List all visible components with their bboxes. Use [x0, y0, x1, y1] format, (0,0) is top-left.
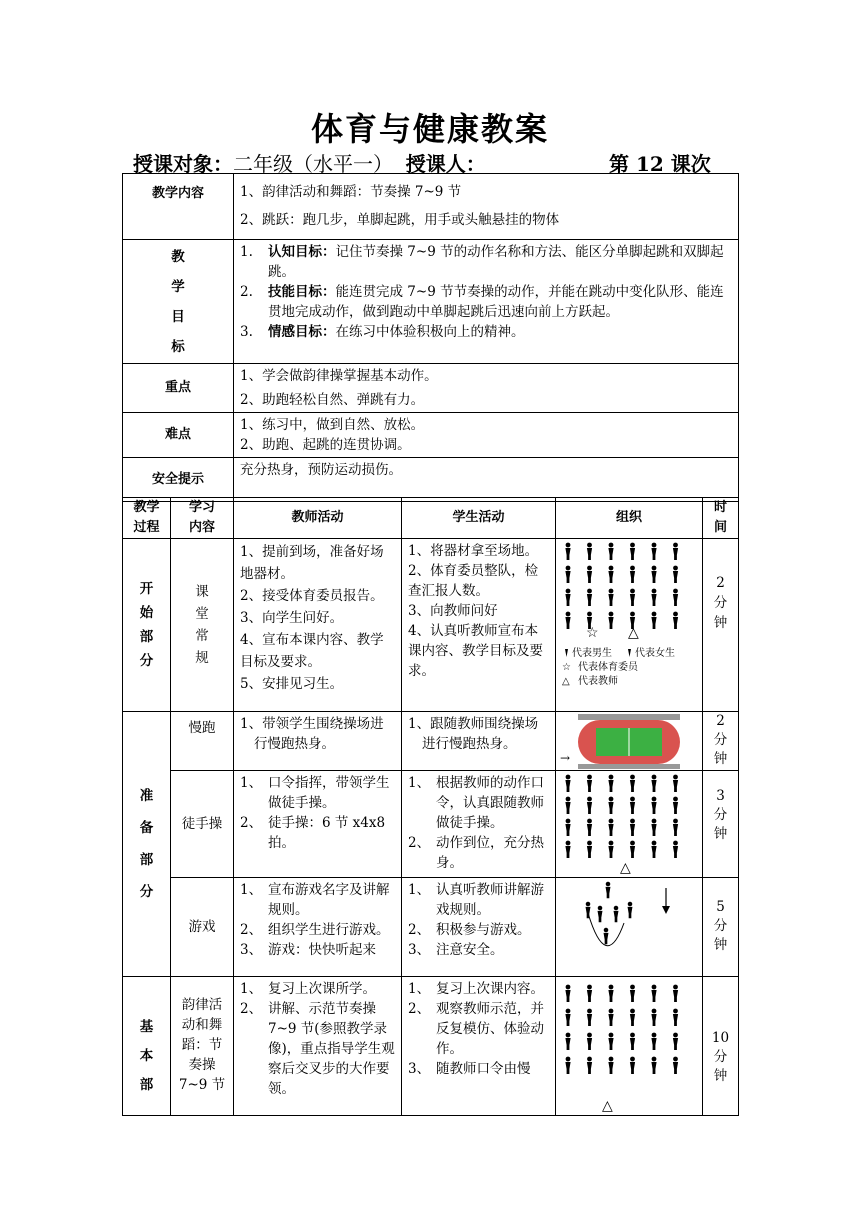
- student-icon: [566, 566, 571, 571]
- student-icon: [587, 775, 592, 780]
- list-item: 2、 动作到位，充分热身。: [408, 835, 544, 871]
- student-icon: [606, 887, 611, 898]
- student-icon: [587, 566, 592, 571]
- page-title: 体育与健康教案: [310, 110, 549, 148]
- student-icon: [587, 571, 592, 583]
- rhythm-teacher: [234, 977, 402, 1116]
- student-icon: [565, 594, 570, 606]
- student-icon: [673, 824, 678, 836]
- student-icon: [673, 571, 678, 583]
- legend-monitor: 代表体育委员: [578, 662, 638, 673]
- target-label: 授课对象：: [133, 152, 233, 176]
- student-icon: [673, 543, 678, 548]
- boy-icon: [565, 649, 568, 657]
- student-icon: [630, 985, 635, 990]
- routine-content: 课 堂 常 规: [171, 539, 234, 712]
- student-icon: [651, 846, 656, 858]
- student-icon: [630, 1057, 635, 1062]
- student-icon: [598, 906, 603, 911]
- track-diagram: [556, 712, 703, 770]
- student-icon: [604, 933, 609, 944]
- student-icon: [652, 566, 657, 571]
- student-icon: [608, 780, 613, 792]
- student-icon: [628, 907, 633, 918]
- student-icon: [608, 824, 613, 836]
- section-basic: 基 本 部: [123, 977, 171, 1116]
- student-icon: [609, 612, 614, 617]
- student-icon: [652, 775, 657, 780]
- student-icon: [673, 566, 678, 571]
- lesson-number: 第 12 课次: [609, 152, 711, 176]
- student-icon: [566, 1033, 571, 1038]
- student-icon: [586, 907, 591, 918]
- routine-teacher: 1、提前到场，准备好场地器材。 2、接受体育委员报告。 3、向学生问好。 4、宣布本课内容、教学目标及要求。 5、安排见习生。: [234, 539, 402, 712]
- student-icon: [566, 819, 571, 824]
- student-icon: [609, 1033, 614, 1038]
- student-icon: [587, 985, 592, 990]
- list-item: 2、 观察教师示范，并反复模仿、体验动作。: [408, 1001, 544, 1057]
- safety-cell: 充分热身，预防运动损伤。: [234, 458, 739, 502]
- student-icon: [651, 1014, 656, 1026]
- list-item: 1、 口令指挥，带领学生做徒手操。: [240, 775, 390, 811]
- student-icon: [587, 841, 592, 846]
- target-value: 二年级（水平一）: [233, 152, 393, 176]
- student-icon: [673, 1014, 678, 1026]
- student-icon: [587, 846, 592, 858]
- jog-time: 2 分 钟: [703, 712, 739, 771]
- jog-track: [556, 712, 703, 771]
- student-icon: [673, 617, 678, 629]
- student-icon: [630, 543, 635, 548]
- key-points-cell: 1、学会做韵律操掌握基本动作。 2、助跑轻松自然、弹跳有力。: [234, 364, 739, 413]
- student-icon: [673, 1062, 678, 1074]
- col-org: 组织: [556, 498, 703, 539]
- student-icon: [587, 1014, 592, 1026]
- formation-diagram: [556, 539, 703, 711]
- routine-student: 1、将器材拿至场地。 2、体育委员整队，检查汇报人数。 3、向教师问好 4、认真听教师宣布本课内容、教学目标及要求。: [402, 539, 556, 712]
- col-time: 时 间: [703, 498, 739, 539]
- student-icon: [608, 1014, 613, 1026]
- jog-content: 慢跑: [171, 712, 234, 771]
- student-icon: [609, 589, 614, 594]
- student-icon: [609, 819, 614, 824]
- section-start: 开 始 部 分: [123, 539, 171, 712]
- student-icon: [566, 775, 571, 780]
- student-icon: [566, 985, 571, 990]
- student-icon: [587, 1033, 592, 1038]
- student-icon: [630, 824, 635, 836]
- student-icon: [608, 990, 613, 1002]
- student-icon: [651, 1062, 656, 1074]
- goal-item: 2. 技能目标：能连贯完成 7~9 节节奏操的动作，并能在跳动中变化队形、能连贯地完成动作，做到跑动中单脚起跳后迅速向前上方跃起。: [240, 284, 724, 320]
- student-icon: [608, 846, 613, 858]
- legend-boy: 代表男生: [572, 648, 612, 659]
- student-icon: [630, 802, 635, 814]
- student-icon: [598, 911, 603, 922]
- key-points-label: 重点: [123, 364, 234, 413]
- list-item: 1、 复习上次课所学。: [240, 981, 376, 997]
- student-icon: [652, 1009, 657, 1014]
- list-item: 3、 注意安全。: [408, 942, 504, 958]
- student-icon: [630, 1038, 635, 1050]
- student-icon: [673, 1057, 678, 1062]
- student-icon: [566, 543, 571, 548]
- student-icon: [609, 775, 614, 780]
- game-content: 游戏: [171, 878, 234, 977]
- student-icon: [673, 802, 678, 814]
- student-icon: [652, 1057, 657, 1062]
- list-item: 1、 认真听教师讲解游戏规则。: [408, 882, 544, 918]
- list-item: 3、 游戏：快快听起来: [240, 942, 376, 958]
- student-icon: [651, 990, 656, 1002]
- safety-label: 安全提示: [123, 458, 234, 502]
- student-icon: [565, 617, 570, 629]
- student-icon: [566, 589, 571, 594]
- student-icon: [630, 841, 635, 846]
- student-icon: [604, 928, 609, 933]
- student-icon: [565, 548, 570, 560]
- student-icon: [673, 775, 678, 780]
- arrow-right-icon: →: [560, 751, 571, 765]
- student-icon: [652, 543, 657, 548]
- student-icon: [651, 571, 656, 583]
- student-icon: [673, 780, 678, 792]
- difficulties-cell: 1、练习中，做到自然、放松。 2、助跑、起跳的连贯协调。: [234, 413, 739, 458]
- student-icon: [651, 780, 656, 792]
- student-icon: [565, 824, 570, 836]
- goals-label: 教 学 目 标: [123, 240, 234, 364]
- teacher-triangle-icon: △: [602, 1098, 613, 1114]
- student-icon: [609, 566, 614, 571]
- student-icon: [673, 797, 678, 802]
- student-icon: [609, 985, 614, 990]
- content-label: 教学内容: [123, 174, 234, 240]
- game-teacher: [234, 878, 402, 977]
- student-icon: [630, 548, 635, 560]
- section-prep: 准 备 部 分: [123, 712, 171, 977]
- list-item: 1、 根据教师的动作口令，认真跟随教师做徒手操。: [408, 775, 544, 831]
- student-icon: [673, 1033, 678, 1038]
- student-icon: [587, 548, 592, 560]
- content-item: 1、韵律活动和舞蹈：节奏操 7~9 节: [240, 184, 462, 200]
- col-content: 学习 内容: [171, 498, 234, 539]
- stand-bottom: [578, 764, 680, 769]
- jog-student: 1、跟随教师围绕操场进行慢跑热身。: [402, 712, 556, 771]
- student-icon: [673, 819, 678, 824]
- formation-diagram-2: [556, 771, 703, 877]
- student-icon: [673, 548, 678, 560]
- list-item: 2、 讲解、示范节奏操 7~9 节(参照教学录像)，重点指导学生观察后交叉步的大作要领。: [240, 1001, 395, 1097]
- student-icon: [630, 566, 635, 571]
- student-icon: [587, 1038, 592, 1050]
- student-grid: [565, 543, 678, 629]
- student-icon: [630, 1014, 635, 1026]
- goal-item: 1. 认知目标：记住节奏操 7~9 节的动作名称和方法、能区分单脚起跳和双脚起跳。: [240, 244, 724, 280]
- student-icon: [652, 1033, 657, 1038]
- student-icon: [673, 1038, 678, 1050]
- student-icon: [566, 1057, 571, 1062]
- monitor-star-icon: ☆: [586, 625, 599, 641]
- student-icon: [630, 819, 635, 824]
- student-icon: [608, 1062, 613, 1074]
- rhythm-content: 韵律活 动和舞 蹈：节 奏操 7~9 节: [171, 977, 234, 1116]
- student-icon: [609, 841, 614, 846]
- student-icon: [630, 594, 635, 606]
- student-icon: [587, 1009, 592, 1014]
- freehand-content: 徒手操: [171, 771, 234, 878]
- game-student: [402, 878, 556, 977]
- student-icon: [651, 548, 656, 560]
- student-icon: [630, 571, 635, 583]
- student-icon: [566, 841, 571, 846]
- student-icon: [565, 846, 570, 858]
- student-icon: [609, 1057, 614, 1062]
- routine-time: 2 分 钟: [703, 539, 739, 712]
- student-icon: [630, 1062, 635, 1074]
- student-grid: [565, 985, 678, 1074]
- student-icon: [614, 911, 619, 922]
- student-icon: [587, 780, 592, 792]
- legend-teacher: 代表教师: [578, 676, 618, 687]
- stand-top: [578, 714, 680, 720]
- student-icon: [587, 797, 592, 802]
- girl-icon: [628, 649, 631, 657]
- student-v-group: [586, 882, 633, 945]
- student-icon: [608, 617, 613, 629]
- student-icon: [587, 990, 592, 1002]
- student-icon: [673, 985, 678, 990]
- student-icon: [609, 797, 614, 802]
- student-icon: [587, 824, 592, 836]
- student-icon: [630, 797, 635, 802]
- student-icon: [566, 797, 571, 802]
- student-icon: [630, 846, 635, 858]
- list-item: 1、 宣布游戏名字及讲解规则。: [240, 882, 390, 918]
- legend: [562, 646, 675, 687]
- difficulties-label: 难点: [123, 413, 234, 458]
- student-icon: [565, 802, 570, 814]
- col-teacher: 教师活动: [234, 498, 402, 539]
- student-icon: [608, 802, 613, 814]
- student-icon: [606, 882, 611, 887]
- student-icon: [630, 780, 635, 792]
- student-icon: [652, 797, 657, 802]
- list-item: 2、 徒手操：6 节 x4x8 拍。: [240, 815, 386, 851]
- student-icon: [652, 589, 657, 594]
- student-icon: [673, 594, 678, 606]
- student-icon: [565, 990, 570, 1002]
- plan-summary-table: [122, 173, 739, 502]
- student-icon: [673, 846, 678, 858]
- student-icon: [609, 1009, 614, 1014]
- student-icon: [673, 612, 678, 617]
- legend-star-glyph: ☆: [562, 662, 571, 673]
- teacher-triangle-icon: △: [620, 860, 631, 876]
- student-icon: [565, 1014, 570, 1026]
- student-icon: [651, 617, 656, 629]
- game-time: 5 分 钟: [703, 878, 739, 977]
- student-icon: [586, 902, 591, 907]
- student-icon: [566, 612, 571, 617]
- student-icon: [608, 1038, 613, 1050]
- game-formation: [556, 878, 703, 977]
- student-icon: [652, 819, 657, 824]
- content-item: 2、跳跃：跑几步，单脚起跳，用手或头触悬挂的物体: [240, 212, 560, 228]
- student-icon: [565, 1038, 570, 1050]
- student-icon: [587, 612, 592, 617]
- list-item: 1、 复习上次课内容。: [408, 981, 544, 997]
- student-icon: [651, 802, 656, 814]
- rhythm-time: 10 分 钟: [703, 977, 739, 1116]
- student-icon: [673, 589, 678, 594]
- student-icon: [673, 1009, 678, 1014]
- student-icon: [628, 902, 633, 907]
- teacher-triangle-icon: △: [628, 625, 639, 641]
- process-table: [122, 497, 739, 1116]
- student-icon: [652, 612, 657, 617]
- student-icon: [566, 1009, 571, 1014]
- student-icon: [630, 612, 635, 617]
- goals-cell: [234, 240, 739, 364]
- freehand-time: 3 分 钟: [703, 771, 739, 878]
- student-icon: [565, 780, 570, 792]
- col-process: 教学 过程: [123, 498, 171, 539]
- student-icon: [565, 1062, 570, 1074]
- student-icon: [587, 594, 592, 606]
- freehand-student: [402, 771, 556, 878]
- list-item: 2、 组织学生进行游戏。: [240, 922, 390, 938]
- student-icon: [565, 571, 570, 583]
- student-icon: [652, 841, 657, 846]
- student-icon: [651, 594, 656, 606]
- student-icon: [608, 594, 613, 606]
- student-icon: [630, 990, 635, 1002]
- game-diagram: [556, 878, 703, 976]
- col-student: 学生活动: [402, 498, 556, 539]
- student-icon: [587, 1057, 592, 1062]
- student-icon: [652, 985, 657, 990]
- student-icon: [587, 1062, 592, 1074]
- student-icon: [608, 548, 613, 560]
- list-item: 2、 积极参与游戏。: [408, 922, 531, 938]
- freehand-teacher: [234, 771, 402, 878]
- student-icon: [608, 571, 613, 583]
- freehand-formation: [556, 771, 703, 878]
- goal-item: 3. 情感目标：在练习中体验积极向上的精神。: [240, 324, 525, 340]
- student-icon: [587, 802, 592, 814]
- student-icon: [673, 990, 678, 1002]
- student-icon: [614, 906, 619, 911]
- student-icon: [630, 1009, 635, 1014]
- student-icon: [673, 841, 678, 846]
- rhythm-formation: [556, 977, 703, 1116]
- formation-diagram-3: [556, 977, 703, 1115]
- student-icon: [587, 819, 592, 824]
- jog-teacher: 1、带领学生围绕操场进行慢跑热身。: [234, 712, 402, 771]
- rhythm-student: [402, 977, 556, 1116]
- student-icon: [587, 543, 592, 548]
- student-icon: [630, 589, 635, 594]
- legend-girl: 代表女生: [635, 648, 675, 659]
- teacher-label: 授课人：: [405, 152, 486, 176]
- list-item: 3、 随教师口令由慢: [408, 1061, 531, 1077]
- routine-formation: [556, 539, 703, 712]
- student-icon: [651, 824, 656, 836]
- student-icon: [587, 589, 592, 594]
- legend-triangle-glyph: △: [562, 676, 570, 687]
- student-grid: [565, 775, 678, 858]
- content-cell: [234, 174, 739, 240]
- student-icon: [630, 1033, 635, 1038]
- student-icon: [651, 1038, 656, 1050]
- student-icon: [609, 543, 614, 548]
- student-icon: [630, 775, 635, 780]
